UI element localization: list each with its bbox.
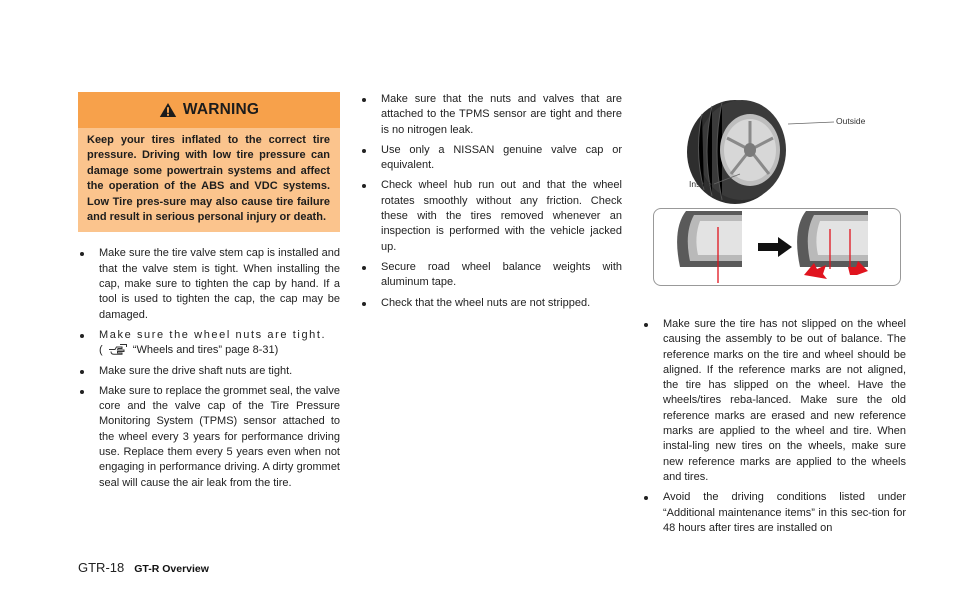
reference-link[interactable]: “Wheels and tires” page 8-31) [132,344,279,357]
list-item: Use only a NISSAN genuine valve cap or equivalent. [360,143,622,174]
paren-open: ( [99,344,103,357]
warning-text: Keep your tires inflated to the correct tire pressure. Driving with low tire pressure can damage some powertrain systems and affect the operation of the ABS and VDC systems. Low Tire pres-sure may also cause tire failure and result in serious personal injury or death. [87,134,330,224]
list-item: Make sure the tire has not slipped on the wheel causing the assembly to be out of balance. The reference marks on the tire and wheel should be aligned. If the reference marks are not aligned, the tire has slipped on the wheel. Have the wheels/tires reba-lanced. Make sure the old reference marks are erased and new reference marks are applied to the wheel and tire. When instal-ling new tires on the wheels, make sure new reference marks are applied to the wheels and tires. [642,317,906,485]
list-item: Check wheel hub run out and that the wheel rotates smoothly without any friction. Check these with the tires removed whenever an inspection is performed with the vehicle jacked up. [360,178,622,254]
column-2 [360,92,622,316]
section-title: GT-R Overview [134,563,209,575]
list-item-text: Make sure the wheel nuts are tight. [99,328,327,341]
list-item: Make sure the tire valve stem cap is installed and that the valve stem is tight. When installing the cap, make sure to tighten the cap by hand. If a tool is used to tighten the cap, the cap may be damaged. [78,246,340,322]
tire-reference-mark-figure [642,92,902,288]
list-item: Make sure to replace the grommet seal, the valve core and the valve cap of the Tire Pressure Monitoring System (TPMS) sensor attached to the wheel every 3 years for performance driving use. Replace them every 5 years even when not engaging in performance driving. A dirty grommet seal will cause the air leak from the tire. [78,384,340,491]
column-3 [642,92,906,541]
list-item [78,328,340,359]
aligned-marks-tire [677,211,742,283]
list-item: Make sure that the nuts and valves that are attached to the TPMS sensor are tight and there is no nitrogen leak. [360,92,622,138]
list-item: Secure road wheel balance weights with aluminum tape. [360,260,622,291]
slipped-marks-tire [797,211,868,279]
list-item: Avoid the driving conditions listed under “Additional maintenance items” in this sec-tion for 48 hours after tires are installed on [642,490,906,536]
warning-box [78,92,340,232]
tire-illustration-icon [642,92,902,210]
maintenance-list-1 [78,246,340,490]
outside-label: Outside [836,116,866,126]
warning-header [78,92,340,128]
maintenance-list-2 [360,92,622,311]
pointing-hand-icon [108,343,128,355]
warning-title: WARNING [182,101,260,118]
list-item: Make sure the drive shaft nuts are tight. [78,364,340,379]
page-number: GTR-18 [78,560,125,575]
page-footer [78,560,209,575]
warning-triangle-icon [159,102,177,118]
inside-label: Inside [689,179,712,189]
list-item: Check that the wheel nuts are not stripped. [360,296,622,311]
maintenance-list-3 [642,317,906,536]
reference-mark-inset [653,208,901,286]
column-1 [78,92,340,496]
